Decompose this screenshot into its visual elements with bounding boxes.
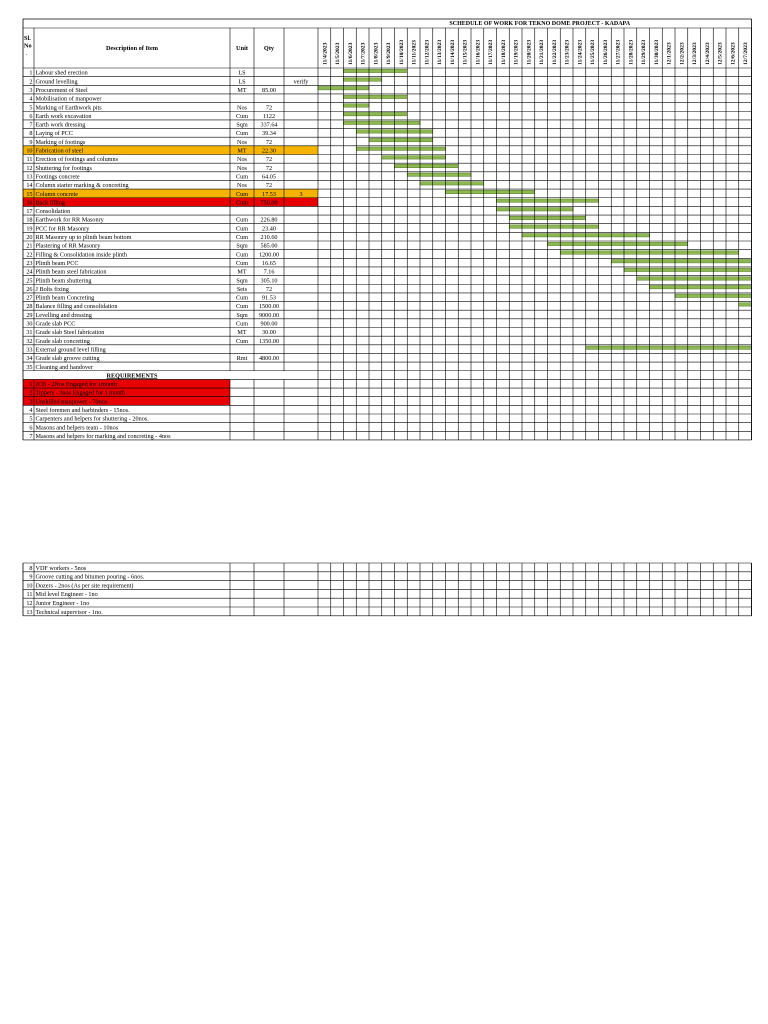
gantt-bar (344, 69, 408, 72)
date-header: 11/29/2023 (641, 39, 648, 65)
date-header: 12/7/2023 (743, 42, 750, 65)
item-qty: 305.10 (260, 277, 278, 285)
gantt-bar (407, 173, 471, 176)
item-unit: Cum (235, 112, 249, 120)
item-unit: LS (238, 69, 246, 77)
requirement-text: VDF workers - 5nos (35, 564, 87, 572)
item-note: 3 (299, 190, 303, 198)
item-unit: Cum (235, 294, 249, 302)
date-header: 11/8/2023 (373, 42, 380, 65)
date-header: 11/10/2023 (398, 39, 405, 65)
requirement-number: 1 (29, 381, 33, 389)
item-number: 2 (29, 78, 33, 86)
item-qty: 72 (265, 164, 273, 172)
col-header-no: No (24, 42, 32, 50)
item-qty: 1122 (262, 112, 276, 120)
item-number: 8 (29, 130, 33, 138)
gantt-bar (611, 260, 751, 263)
date-header: 11/23/2023 (564, 39, 571, 65)
item-unit: Sqm (236, 121, 248, 129)
item-qty: 72 (265, 285, 273, 293)
item-unit: Cum (235, 225, 249, 233)
requirement-text: Tippers - 3nos Engaged for 1 month (35, 389, 125, 397)
item-unit: Rmt (236, 355, 248, 363)
date-header: 12/3/2023 (692, 42, 699, 65)
requirement-number: 8 (29, 564, 33, 572)
gantt-bar (637, 277, 752, 280)
item-description: Plinth beam shuttering (35, 277, 92, 285)
item-number: 33 (26, 346, 33, 354)
item-unit: Cum (235, 130, 249, 138)
gantt-bar (369, 138, 433, 141)
item-unit: Sqm (236, 311, 248, 319)
date-header: 11/27/2023 (615, 39, 622, 65)
gantt-bar (586, 346, 752, 349)
date-header: 12/1/2023 (666, 42, 673, 65)
gantt-bar (420, 182, 484, 185)
item-unit: MT (237, 329, 247, 337)
requirement-number: 10 (26, 582, 33, 590)
item-number: 29 (26, 311, 33, 319)
col-header-sl: Sl. (24, 35, 31, 42)
date-header: 12/5/2023 (717, 42, 724, 65)
item-qty: 210.60 (260, 234, 278, 241)
item-number: 13 (26, 173, 33, 181)
date-header: 11/4/2023 (322, 42, 329, 65)
item-description: Column starter marking & concreting (35, 182, 129, 190)
col-header-description: Description of Item (105, 45, 159, 52)
gantt-bar (344, 95, 408, 98)
item-unit: Nos (237, 138, 247, 146)
item-number: 7 (29, 121, 33, 129)
col-header-dot: . (26, 50, 28, 57)
item-qty: 64.05 (262, 173, 276, 181)
item-unit: Cum (235, 320, 249, 328)
item-qty: 22.30 (262, 147, 276, 155)
item-description: Fabrication of steel (35, 147, 84, 155)
item-number: 35 (26, 363, 33, 371)
item-qty: 4800.00 (258, 355, 280, 363)
gantt-bar (739, 303, 752, 306)
requirement-number: 9 (29, 573, 33, 581)
item-unit: Nos (237, 164, 247, 172)
item-number: 31 (26, 329, 33, 337)
date-header: 11/14/2023 (449, 39, 456, 65)
gantt-bar (548, 242, 688, 245)
requirement-number: 11 (26, 591, 33, 599)
item-description: Plinth beam steel fabrication (35, 268, 107, 276)
requirement-number: 13 (26, 608, 33, 616)
item-number: 14 (26, 182, 33, 190)
item-qty: 7.16 (263, 268, 275, 276)
gantt-bar (344, 78, 382, 81)
date-header: 11/20/2023 (526, 39, 533, 65)
item-description: Marking of Earthwork pits (35, 104, 102, 112)
date-header: 11/12/2023 (424, 39, 431, 65)
item-description: Earth work dressing (35, 121, 86, 129)
col-header-qty: Qty (263, 45, 275, 52)
item-unit: Sets (236, 285, 248, 293)
item-description: Procurement of Steel (35, 86, 88, 94)
date-header: 11/26/2023 (602, 39, 609, 65)
item-number: 12 (26, 164, 33, 172)
item-note: verify (293, 78, 309, 86)
item-description: PCC for RR Masonry (35, 225, 90, 233)
item-qty: 23.40 (262, 225, 276, 233)
item-number: 30 (26, 320, 33, 328)
requirement-text: Groove cutting and bitumen pouring - 6nos. (35, 573, 145, 581)
date-header: 11/24/2023 (577, 39, 584, 65)
item-number: 32 (26, 337, 33, 345)
requirements-title: REQUIREMENTS (106, 372, 158, 380)
date-header: 11/15/2023 (462, 39, 469, 65)
requirement-text: Dozers - 2nos (As per site requirement) (35, 582, 134, 590)
date-header: 12/2/2023 (679, 42, 686, 65)
gantt-bar (382, 156, 446, 159)
item-qty: 91.53 (262, 294, 276, 302)
requirement-text: Steel foremen and barbinders - 15nos. (35, 407, 130, 414)
item-number: 17 (26, 208, 33, 216)
date-header: 11/13/2023 (437, 39, 444, 65)
requirement-number: 12 (26, 600, 33, 607)
item-description: Plinth beam Concreting (35, 294, 95, 302)
item-qty: 39.34 (262, 130, 276, 138)
item-number: 28 (26, 303, 33, 311)
item-qty: 30.00 (262, 329, 276, 337)
gantt-bar (356, 147, 445, 150)
date-header: 11/17/2023 (488, 39, 495, 65)
requirement-number: 5 (29, 415, 33, 423)
item-number: 10 (26, 147, 33, 155)
requirement-text: Unskilled manpower - 70nos (35, 398, 108, 406)
requirement-number: 2 (29, 389, 33, 397)
item-number: 27 (26, 294, 33, 302)
gantt-bar (395, 164, 459, 167)
requirement-text: Carpenters and helpers for shuttering - 20nos. (35, 415, 149, 423)
item-qty: 72 (265, 138, 273, 146)
item-description: RR Masonry up to plinth beam bottom (35, 234, 132, 241)
item-number: 9 (29, 138, 33, 146)
item-qty: 226.80 (260, 216, 278, 224)
table-text (24, 21, 749, 616)
gantt-bar (509, 225, 598, 228)
item-qty: 1350.00 (258, 337, 280, 345)
item-unit: Nos (237, 182, 247, 190)
date-header: 12/6/2023 (730, 42, 737, 65)
date-header: 12/4/2023 (704, 42, 711, 65)
requirement-text: Mid level Engineer - 1no (35, 591, 98, 599)
item-unit: Cum (235, 337, 249, 345)
item-description: Mobilisation of manpower (35, 95, 102, 103)
item-description: Consolidation (35, 208, 71, 216)
item-unit: MT (237, 147, 247, 155)
item-description: J Bolts fixing (35, 285, 69, 293)
item-description: Grade slab concreting (35, 337, 90, 345)
grid-lines (23, 19, 752, 616)
item-number: 19 (26, 225, 33, 233)
item-number: 15 (26, 190, 33, 198)
col-header-unit: Unit (236, 45, 248, 52)
item-unit: Nos (237, 104, 247, 112)
item-qty: 1200.00 (258, 251, 280, 259)
item-qty: 17.53 (262, 190, 276, 198)
date-header: 11/16/2023 (475, 39, 482, 65)
item-number: 6 (29, 112, 33, 120)
item-unit: Sqm (236, 242, 248, 250)
item-number: 11 (26, 156, 33, 164)
item-unit: Nos (237, 156, 247, 164)
item-qty: 900.00 (260, 320, 278, 328)
requirement-number: 3 (29, 398, 33, 406)
item-description: Earth work excavation (35, 112, 92, 120)
requirement-number: 7 (29, 432, 33, 440)
item-number: 25 (26, 277, 33, 285)
item-description: External ground level filling (35, 346, 106, 354)
date-header: 11/7/2023 (360, 42, 367, 65)
date-header: 11/11/2023 (411, 40, 418, 65)
gantt-bar (446, 190, 535, 193)
item-unit: LS (238, 78, 246, 86)
item-description: Grade slab groove cutting (35, 355, 100, 363)
item-unit: Cum (235, 234, 249, 241)
requirement-text: Masons and helpers for marking and concreting - 4nos (35, 432, 171, 440)
date-header: 11/18/2023 (500, 39, 507, 65)
item-description: Grade slab PCC (35, 320, 76, 328)
item-unit: Cum (235, 251, 249, 259)
date-header: 11/28/2023 (628, 39, 635, 65)
requirement-text: JCB - 2Nos Engaged for 1month (35, 381, 117, 389)
item-description: Ground levelling (35, 78, 78, 86)
item-unit: Cum (235, 199, 249, 207)
item-qty: 16.65 (262, 259, 276, 267)
item-description: Labour shed erection (35, 69, 88, 77)
item-description: Erection of footings and columns (35, 156, 118, 164)
item-qty: 85.00 (262, 86, 276, 94)
item-unit: Cum (235, 303, 249, 311)
schedule-title: SCHEDULE OF WORK FOR TEKNO DOME PROJECT - KADAPA (449, 21, 631, 28)
item-qty: 72 (265, 156, 273, 164)
item-number: 5 (29, 104, 33, 112)
item-description: Cleaning and handover (35, 363, 93, 371)
item-description: Marking of footings (35, 138, 86, 146)
item-qty: 9000.00 (258, 311, 280, 319)
item-description: Column concrete (35, 190, 78, 198)
item-description: Levelling and dressing (35, 311, 92, 319)
item-description: Plinth beam PCC (35, 259, 79, 267)
item-unit: Cum (235, 173, 249, 181)
item-qty: 1500.00 (258, 303, 280, 311)
date-header: 11/30/2023 (653, 39, 660, 65)
item-unit: MT (237, 86, 247, 94)
item-number: 22 (26, 251, 33, 259)
item-number: 26 (26, 285, 33, 293)
item-unit: MT (237, 268, 247, 276)
item-number: 16 (26, 199, 33, 207)
item-description: Shuttering for footings (35, 164, 92, 172)
item-qty: 585.00 (260, 242, 278, 250)
item-number: 20 (26, 234, 33, 241)
item-number: 3 (29, 86, 33, 94)
item-description: Plastering of RR Masonry (35, 242, 101, 250)
item-number: 23 (26, 259, 33, 267)
date-header: 11/22/2023 (551, 39, 558, 65)
item-qty: 750.00 (260, 199, 278, 207)
item-qty: 72 (265, 182, 273, 190)
item-number: 18 (26, 216, 33, 224)
item-description: Footings concrete (35, 173, 80, 181)
requirement-number: 4 (29, 407, 33, 414)
date-header: 11/21/2023 (539, 39, 546, 65)
requirement-text: Technical supervisor - 1no. (35, 608, 103, 616)
item-unit: Cum (235, 259, 249, 267)
gantt-bar (344, 112, 408, 115)
item-number: 21 (26, 242, 33, 250)
item-description: Filling & Consolidation inside plinth (35, 251, 127, 259)
item-description: Earthwork for RR Masonry (35, 216, 104, 224)
item-qty: 337.64 (260, 121, 278, 129)
item-number: 24 (26, 268, 33, 276)
item-description: Grade slab Steel fabrication (35, 329, 105, 337)
requirement-text: Masons and helpers team - 10nos (35, 424, 119, 432)
requirement-number: 6 (29, 424, 33, 432)
item-description: Laying of PCC (35, 130, 73, 138)
date-header: 11/6/2023 (347, 42, 354, 65)
item-unit: Sqm (236, 277, 248, 285)
item-description: Back filling (35, 199, 65, 207)
date-header: 11/9/2023 (386, 42, 393, 65)
item-unit: Cum (235, 190, 249, 198)
item-number: 4 (29, 95, 33, 103)
requirement-text: Junior Engineer - 1no (35, 600, 90, 607)
item-qty: 72 (265, 104, 273, 112)
item-unit: Cum (235, 216, 249, 224)
date-header: 11/25/2023 (590, 39, 597, 65)
item-number: 34 (26, 355, 33, 363)
date-header: 11/5/2023 (335, 42, 342, 65)
item-description: Balance filling and consolidation (35, 303, 118, 311)
item-number: 1 (29, 69, 33, 77)
date-header: 11/19/2023 (513, 39, 520, 65)
